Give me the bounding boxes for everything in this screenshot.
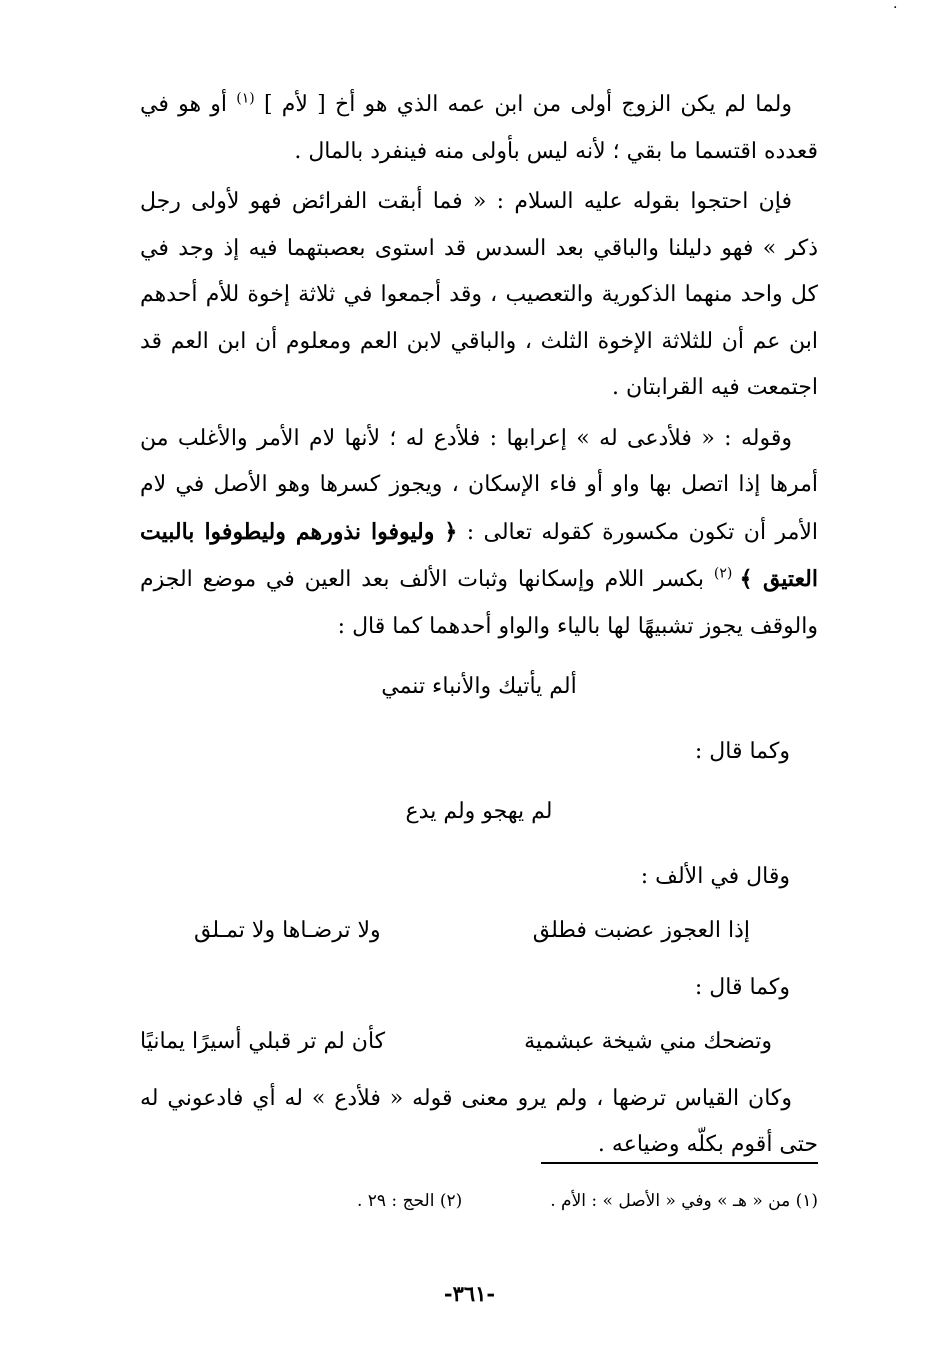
paragraph-3-text-a: وقوله : « فلأدعى له » إعرابها : فلأدع له ؛ لأنها لام الأمر والأغلب من أمرها إذا اتصل بها واو أو فاء الإسكان ، ويجوز كسرها وهو الأصل في لام الأمر أن تكون مكسورة كقوله تعالى :: [140, 425, 819, 545]
couplet-2-second-hemistich: كأن لم تر قبلي أسيرًا يمانيًا: [140, 1029, 386, 1054]
footnote-ref-2[interactable]: (٢): [713, 565, 740, 582]
paragraph-3: [140, 416, 818, 651]
corner-mark: ·: [893, 0, 898, 16]
paragraph-1-text-a: ولما لم يكن الزوج أولى من ابن عمه الذي هو أخ [ لأم ]: [254, 92, 792, 117]
main-text: [140, 82, 818, 1169]
closing-paragraph: وكان القياس ترضها ، ولم يرو معنى قوله « فلأدع » له أي فادعوني له حتى أقوم بكلّه وضياعه .: [140, 1085, 818, 1157]
verse-line-1: ألم يأتيك والأنباء تنمي: [381, 674, 577, 699]
footnote-2: (٢) الحج : ٢٩ .: [356, 1191, 463, 1211]
couplet-1-first-hemistich: إذا العجوز عضبت فطلق: [532, 918, 750, 943]
intro-line-1: وكما قال :: [694, 738, 790, 764]
verse-line-2: لم يهجو ولم يدع: [405, 799, 553, 824]
quran-quote: ﴿ وليوفوا نذورهم وليطوفوا بالبيت العتيق ﴾: [140, 518, 818, 592]
couplet-2-first-hemistich: وتضحك مني شيخة عبشمية: [524, 1029, 772, 1054]
page-number: -٣٦١-: [443, 1281, 496, 1306]
couplet-1-second-hemistich: ولا ترضـاها ولا تمـلق: [194, 918, 381, 943]
couplet-2: [140, 1019, 818, 1066]
couplet-1: [140, 908, 818, 955]
paragraph-1-text-b: أو هو في قعدده اقتسما ما بقي ؛ لأنه ليس بأولى منه فينفرد بالمال .: [140, 92, 818, 164]
footnote-ref-1[interactable]: (١): [236, 90, 255, 107]
paragraph-1: [140, 82, 818, 175]
intro-line-2: وقال في الألف :: [640, 863, 790, 889]
footnote-divider: [541, 1162, 818, 1164]
paragraph-3-text-b: بكسر اللام وإسكانها وثبات الألف بعد العين في موضع الجزم والوقف يجوز تشبيهًا لها بالياء والواو أحدهما كما قال :: [140, 567, 818, 639]
paragraph-2: فإن احتجوا بقوله عليه السلام : « فما أبقت الفرائض فهو لأولى رجل ذكر » فهو دليلنا والباقي بعد السدس قد استوى بعصبتهما فيه إذ وجد في كل واحد منهما الذكورية والتعصيب ، وقد أجمعوا في ثلاثة إخوة للأم أحدهم ابن عم أن للثلاثة الإخوة الثلث ، والباقي لابن العم ومعلوم أن ابن العم قد اجتمعت فيه القرابتان .: [140, 189, 818, 400]
footnote-1: (١) من « هـ » وفي « الأصل » : الأم .: [550, 1191, 818, 1211]
footnotes: [200, 1186, 818, 1216]
intro-line-3: وكما قال :: [694, 974, 790, 1000]
